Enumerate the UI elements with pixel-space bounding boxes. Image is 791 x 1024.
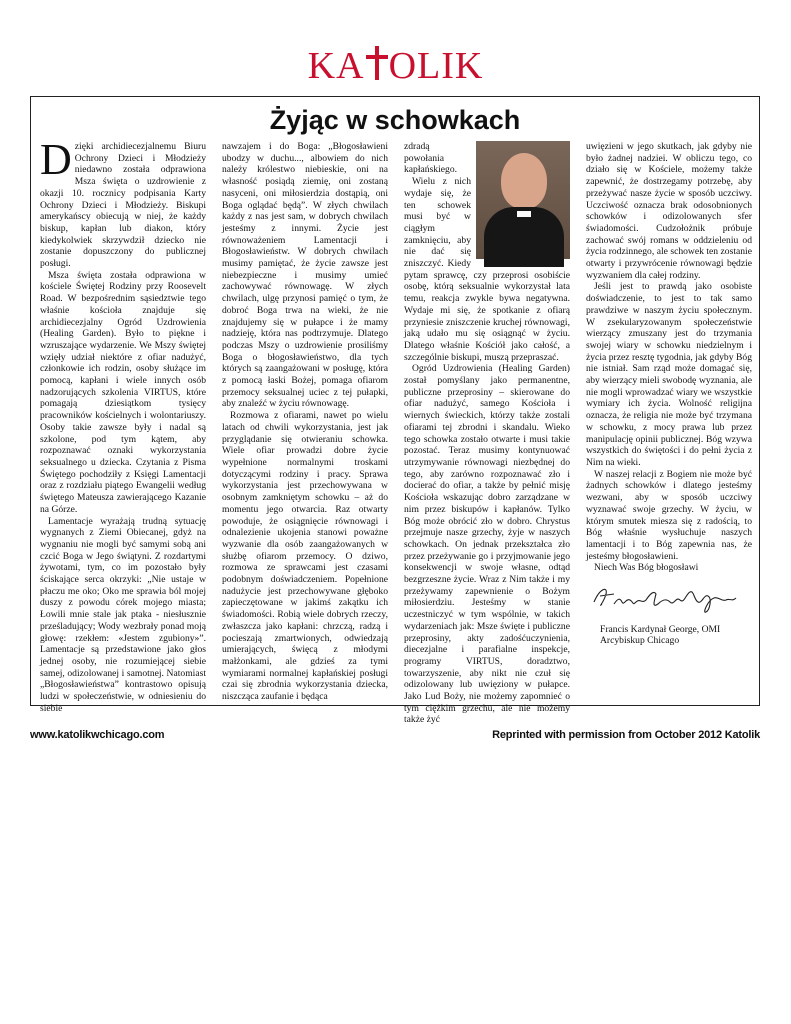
handwritten-signature [590,580,740,616]
paragraph: Msza święta została odprawiona w kościele Świętej Rodziny przy Roosevelt Road. W bezpośrednim sąsiedztwie tego właśnie kościoła znajduje się archidiecezjalny Ogród Uzdrowienia (Healing Garden). Było to piękne i wzruszające wydarzenie. We Mszy świętej wzięły udział niektóre z ofiar nadużyć, członkowie ich rodzin, osoby służące im pomocą, kapłani i wiele innych osób nadzorujących szkolenia VIRTUS, które pomagają dziesiątkom tysięcy pracowników kościelnych i wolontariuszy. Osoby takie zawsze były i nadal są szkolone, pod tym kątem, aby rozpoznawać oznaki wykorzystania seksualnego u dziecka. Czytania z Pisma Świętego pochodziły z Księgi Lamentacji oraz z rozdziału piątego Ewangelii według świętego Mateusza zawierającego Kazanie na Górze. [40,269,206,515]
paragraph: nawzajem i do Boga: „Błogosławieni ubodzy w duchu..., albowiem do nich należy królestwo niebieskie, oni na własność posiądą ziemię, oni zostaną nasyceni, oni miłosierdzia dostąpią, oni Boga oglądać będą”. W złych chwilach każdy z nas jest sam, w dobrych chwilach jesteśmy z innymi. Życie jest równoważeniem Lamentacji i Błogosławieństw. W dobrych chwilach musimy pamiętać, że życie zawsze jest niebezpieczne i musimy umieć zachowywać równowagę. W złych chwilach, ulgę przynosi pamięć o tym, że dobroć Boga trwa na wieki, że nie znajdujemy się w pułapce i że mamy nadzieję, która nas podtrzymuje. Dlatego podczas Mszy o uzdrowienie prosiliśmy Boga o błogosławieństwo, dla tych których są zaangażowani w posługę, która z pomocą łaski Bożej, pomaga ofiarom przemocy seksualnej uciec z tej pułapki, aby znaleźć w życiu równowagę. [222,141,388,410]
column-2 [222,141,388,703]
paragraph: W naszej relacji z Bogiem nie może być żadnych schowków i dlatego jesteśmy wezwani, aby w sposób uczciwy wyznawać swoje grzechy. W życiu, w którym smutek miesza się z radością, to Bóg właśnie wysłuchuje naszych lamentacji i to Bóg zapewnia nas, że jesteśmy błogosławieni. [586,468,752,562]
column-4 [586,141,752,697]
blessing-line: Niech Was Bóg błogosławi [594,562,699,574]
drop-cap: D [40,135,72,184]
logo-text-left: KA [307,45,365,87]
article-columns [40,135,752,726]
paragraph: Wielu z nich wydaje się, że ten schowek musi być w ciągłym zamknięciu, aby nie dać się zniszczyć. Kiedy pytam sprawcę, czy przeprosi osobiście osobę, którą seksualnie wykorzystał lata temu, reakcja zwykle bywa negatywna. Wydaje mi się, że spotkanie z ofiarą przyniesie zniszczenie kruchej równowagi, jaką udało mu się osiągnąć w życiu. Dlatego właśnie Kościół jako całość, a szczególnie biskupi, muszą przepraszać. [404,176,570,363]
website-link[interactable]: www.katolikwchicago.com [30,729,165,741]
masthead [0,46,791,86]
paragraph: Ogród Uzdrowienia (Healing Garden) został pomyślany jako permanentne, publiczne przeprosiny – skierowane do ofiar nadużyć, samego Kościoła i wiernych świeckich, którzy także zostali ofiarami tej zbrodni i skandalu. Wieko tego schowka zostało otwarte i musi takie pozostać. Teraz musimy kontynuować utrzymywanie równowagi niezbędnej do tego, aby zarówno rozpoznawać zło i docierać do ofiar, a także by pełnić misję Kościoła wskazując dobro zarządzane w nim przez biskupów i kapłanów. Tylko Bóg może obrócić zło w dobro. Chrystus przejmuje nasze grzechy, żyje w naszych schowkach. On jednak przekształca zło przez przeżywanie go i przyjmowanie jego konsekwencji w swoje własne, odtąd bezgrzeszne życie. Wraz z Nim także i my przeżywamy zapewnienie o Bożym miłosierdziu. Jesteśmy w stanie uczestniczyć w tym wspólnie, w takich wydarzeniach jak: Msze święte i publiczne przeprosiny, akty zadośćuczynienia, diecezjalne i parafialne inspekcje, programy VIRTUS, doradztwo, towarzyszenie, aby nikt nie czuł się odizolowany lub uwięziony w pułapce. Jako Lud Boży, nie możemy zapomnieć o tym ciężkim grzechu, ale nie możemy także żyć [404,363,570,726]
reprint-notice: Reprinted with permission from October 2012 Katolik [492,729,760,741]
katolik-logo [308,46,484,86]
article-title: Żyjąc w schowkach [269,105,521,135]
column-1 [40,135,206,714]
cross-icon [366,46,388,80]
cardinal-portrait-photo [476,141,570,259]
paragraph: Rozmowa z ofiarami, nawet po wielu latach od chwili wykorzystania, jest jak przyglądanie się otwieraniu schowka. Wiele ofiar prowadzi dobre życie wypełnione normalnymi troskami dotyczącymi rodziny i pracy. Sprawa wykorzystania jest przechowywana w osobnym zamkniętym schowku – aż do momentu jego otwarcia. Raz otwarty powoduje, że osiągnięcie równowagi i odnalezienie ukojenia stanowi poważne wyzwanie dla osób zaangażowanych w służbę ofiarom przemocy. O dziwo, rozmowa ze sprawcami jest czasami podobnym doświadczeniem. Popełnione nadużycie jest przechowywane głęboko zapieczętowane w jakimś zakątku ich świadomości. Robią wiele dobrych rzeczy, zwłaszcza jako kapłani: chrzczą, radzą i pocieszają zmartwionych, odwiedzają umierających, święcą z młodymi małżonkami, ale gdzieś za tymi wymiarami normalnej kapłańskiej posługi czai się zbrodnia wykorzystania dziecka, niszcząca zaufanie i będąca [222,410,388,703]
logo-text-right: OLIK [388,45,484,87]
article-frame [30,96,760,726]
paragraph: zdradą powołania kapłańskiego. [404,141,458,176]
paragraph: Jeśli jest to prawdą jako osobiste doświadczenie, to jest to tak samo prawdziwe w naszym życiu społecznym. W zsekularyzowanym społeczeństwie wierzący zmuszany jest do trzymania swojej wiary w schowku niedzielnym i życia przez resztę tygodnia, jak gdyby Bóg nie istniał. Sam rząd może domagać się, aby wierzący mieli swobodę wyznania, ale nie mogli wprowadzać wiary we wszystkie wymiary ich życia. Wolność religijna oznacza, że religia nie może być trzymana w schowku, z mocy prawa lub przez manipulację opinii publicznej. Bóg wzywa wszystkich do świętości i do pełni życia z Nim na wieki. [586,281,752,468]
paragraph: Lamentacje wyrażają trudną sytuację wygnanych z Ziemi Obiecanej, gdyż na wygnaniu nie mogli być samymi sobą ani czcić Boga w Jego świątyni. Z rozdartymi żywotami, tym, co im pozostało były ściskające serca okrzyki: „Nie ustaje w płaczu me oko; Oko me sprawia ból mojej duszy z powodu córek mojego miasta; Łowili mnie stale jak ptaka - niesłusznie prześladujący; Wody wezbrały ponad moją głowę: rzekłem: «Jestem zgubiony»”. Lamentacje są przedstawione jako głos jednej osoby, nie rozumiejącej siebie samej, odizolowanej i samotnej. Natomiast „Błogosławieństwa” kontrastowo opisują ludzi w społeczeństwie, w odniesieniu do siebie [40,515,206,714]
signature-role: Arcybiskup Chicago [600,635,680,647]
paragraph: Dzięki archidiecezjalnemu Biuru Ochrony Dzieci i Młodzieży niedawno została odprawiona Msza święta o uzdrowienie z okazji 10. rocznicy podpisania Karty Ochrony Dzieci i Młodzieży. Biskupi amerykańscy obiecują w niej, że każdy biskup, kapłan lub diakon, który kiedykolwiek skrzywdził dziecko nie zostanie dopuszczony do publicznej posługi. [40,135,206,270]
paragraph: uwięzieni w jego skutkach, jak gdyby nie było żadnej nadziei. W obliczu tego, co działo się w Kościele, możemy także zapewnić, że dostrzegamy potrzebę, aby przeżywać nasze życie w sposób uczciwy. Uczciwość oznacza brak odosobnionych schowków i odizolowanych sfer świadomości. Cudzołożnik próbuje zachować swój romans w oddzieleniu od życia rodzinnego, ale schowek ten zostanie otwarty i przywrócenie równowagi będzie wyzwaniem dla całej rodziny. [586,141,752,281]
signature-name: Francis Kardynał George, OMI [600,623,721,635]
column-3 [404,141,570,726]
